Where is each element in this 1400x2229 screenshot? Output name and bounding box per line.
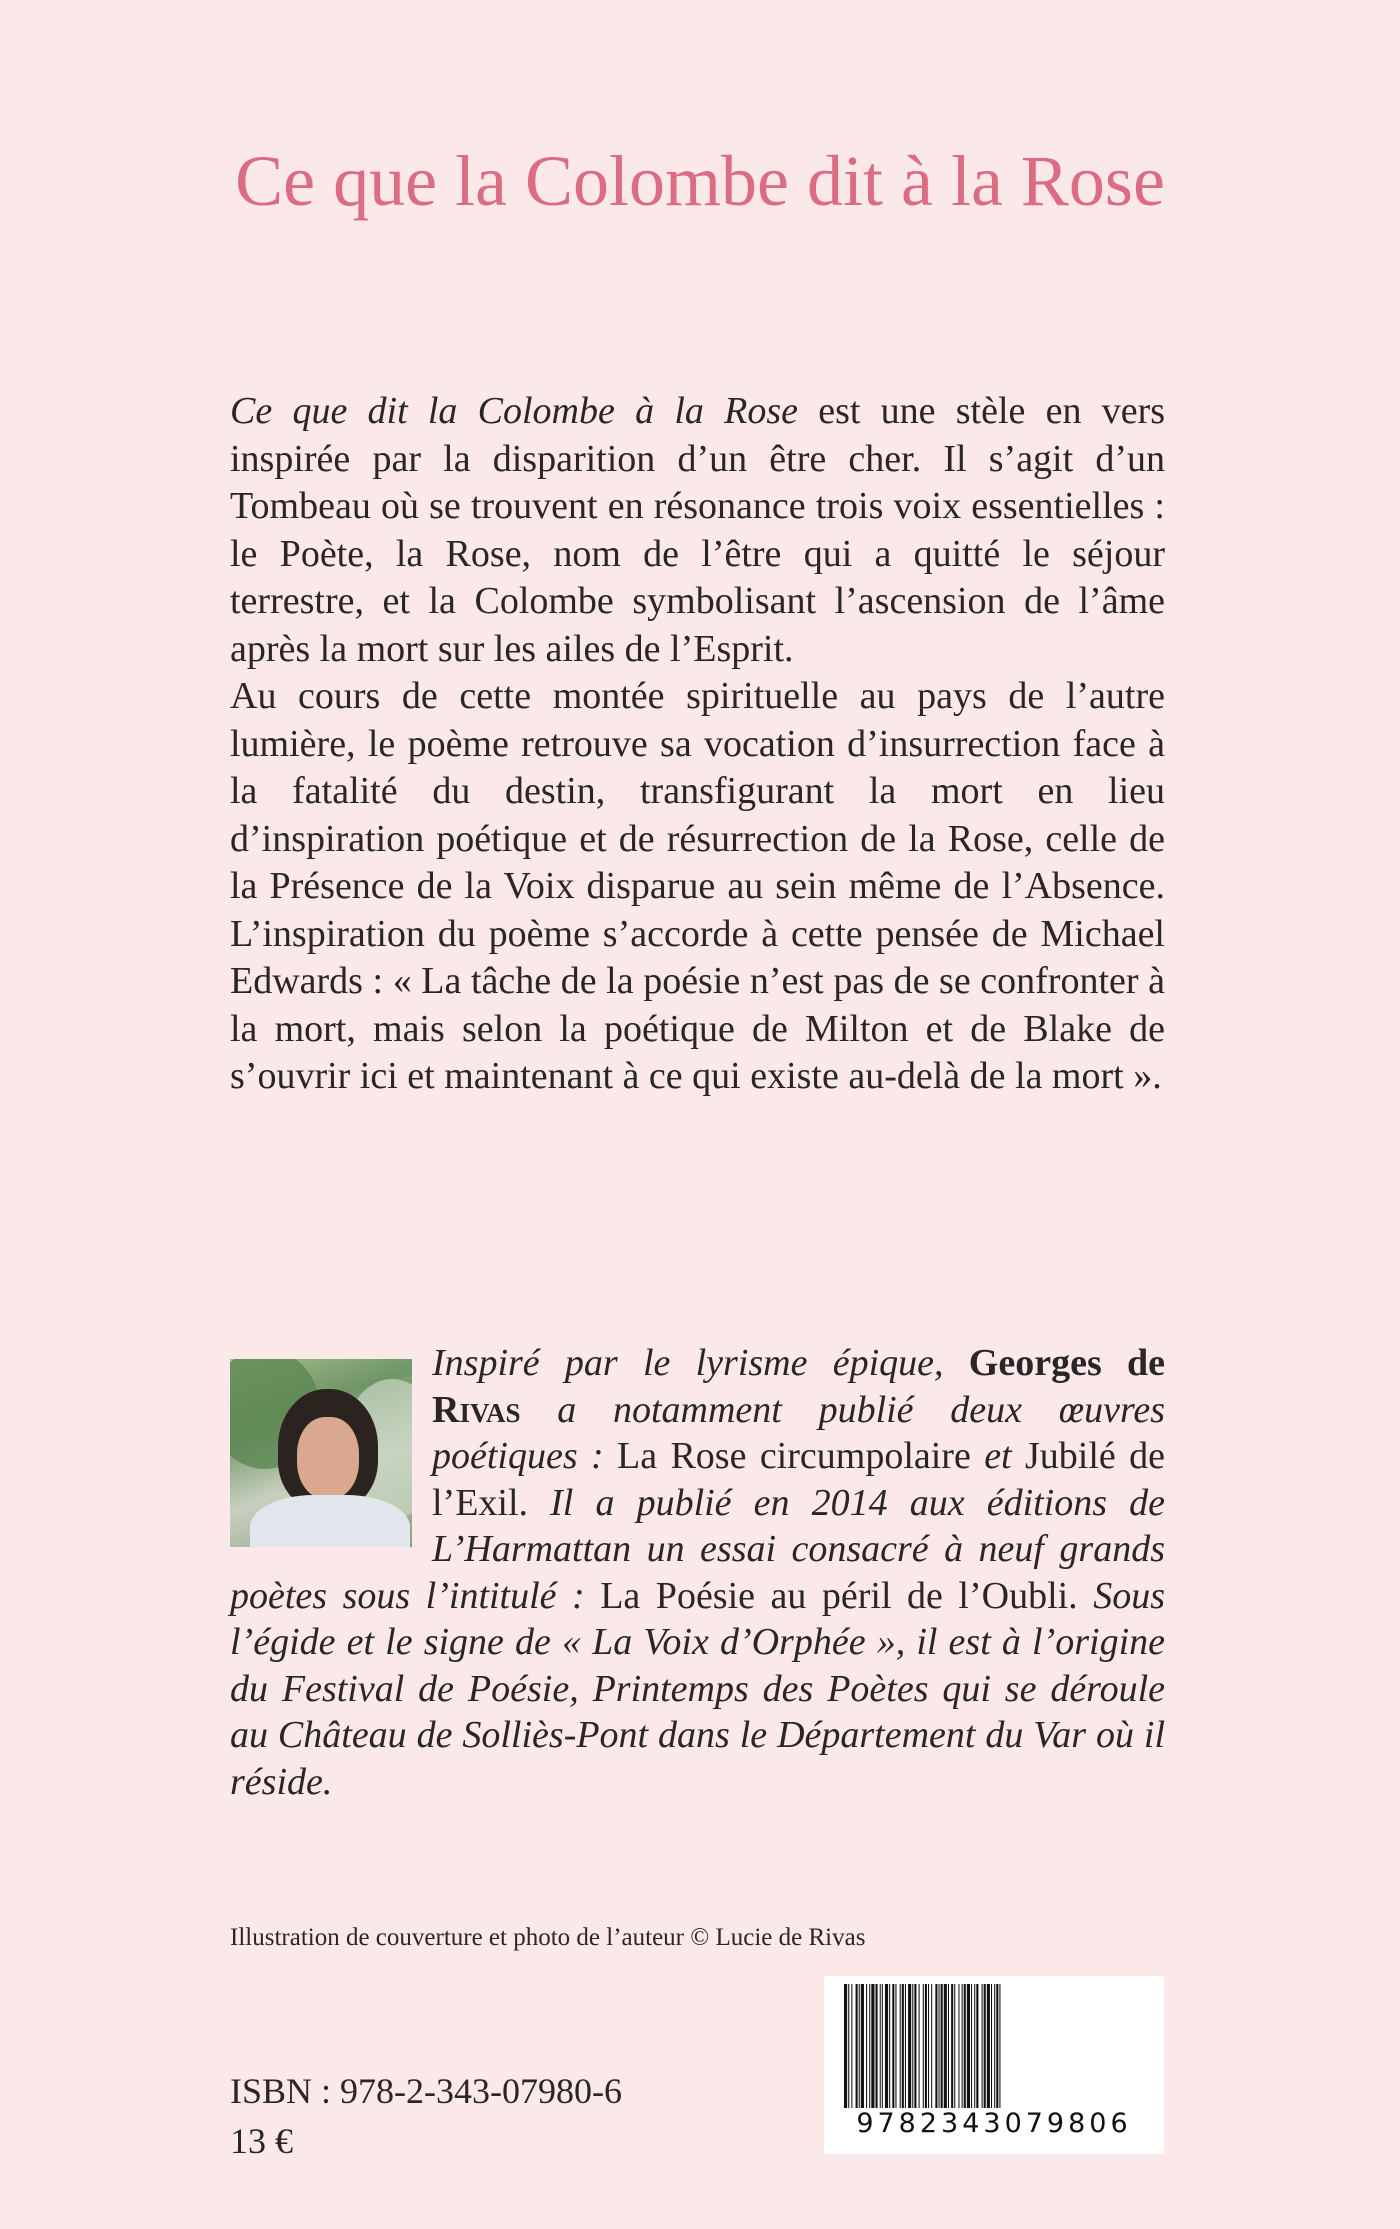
barcode-bar	[914, 1984, 916, 2108]
author-name: Georges de Rivas	[432, 1342, 1165, 1431]
barcode-bar	[941, 1984, 943, 2108]
barcode-bar	[987, 1984, 990, 2108]
price: 13 €	[230, 2121, 293, 2161]
barcode-bar	[844, 1984, 847, 2108]
barcode-bar	[935, 1984, 937, 2108]
barcode-bar	[964, 1984, 966, 2108]
bio-intro: Inspiré par le lyrisme épique,	[432, 1342, 969, 1384]
summary-paragraph-2: Au cours de cette montée spirituelle au pays de l’autre lumière, le poème retrouve sa vocation d’insurrection face à la fatalité du destin, transfigurant la mort en lieu d’inspiration poétique et de résurrection de la Rose, celle de la Présence de la Voix disparue au sein même de l’Absence. L’inspiration du poème s’accorde à cette pensée de Michael Edwards : « La tâche de la poésie n’est pas de se confronter à la mort, mais selon la poétique de Milton et de Blake de s’ouvrir ici et maintenant à ce qui existe au-delà de la mort ».	[230, 675, 1165, 1097]
barcode-bar	[967, 1984, 970, 2108]
bio-text-3: Il a publié en 2014 aux éditions de L’Harmattan un essai consacré à neuf grands poètes sous l’intitulé :	[230, 1481, 1165, 1617]
barcode-bar	[948, 1984, 949, 2108]
barcode-bar	[954, 1984, 955, 2108]
barcode-bar	[900, 1984, 901, 2108]
barcode-bar	[984, 1984, 986, 2108]
barcode-bar	[905, 1984, 906, 2108]
work-title-2: Jubilé de l’Exil.	[432, 1435, 1165, 1524]
barcode-bar	[928, 1984, 929, 2108]
author-bio	[230, 1340, 1165, 1805]
barcode-bar	[962, 1984, 963, 2108]
barcode-bar	[869, 1984, 870, 2108]
barcode-bar	[902, 1984, 904, 2108]
bio-text-1: a notamment publié deux œuvres poétiques :	[432, 1388, 1165, 1477]
isbn: ISBN : 978-2-343-07980-6	[230, 2071, 622, 2111]
barcode-bar	[851, 1984, 852, 2108]
work-title-3: La Poésie au péril de l’Oubli.	[600, 1574, 1078, 1617]
book-summary	[230, 388, 1165, 1101]
book-title: Ce que la Colombe dit à la Rose	[235, 141, 1165, 221]
barcode-bar	[974, 1984, 975, 2108]
barcode-bar	[951, 1984, 953, 2108]
barcode-bar	[866, 1984, 867, 2108]
barcode-bar	[895, 1984, 896, 2108]
barcode-bar	[871, 1984, 874, 2108]
barcode-bar	[999, 1984, 1000, 2108]
summary-title-italic: Ce que dit la Colombe à la Rose	[230, 390, 798, 432]
summary-paragraph-1	[230, 388, 1165, 673]
barcode-bar	[856, 1984, 858, 2108]
barcode-bar	[848, 1984, 849, 2108]
barcode-bar	[892, 1984, 894, 2108]
barcode-bar	[880, 1984, 881, 2108]
barcode-bars	[844, 1984, 1144, 2108]
cover-credit: Illustration de couverture et photo de l’auteur © Lucie de Rivas	[230, 1924, 866, 1951]
bio-text-4: Sous l’égide et le signe de « La Voix d’Orphée », il est à l’origine du Festival de Poésie, Printemps des Poètes qui se déroule au Château de Solliès-Pont dans le Département du Var où il réside.	[230, 1574, 1165, 1803]
barcode-bar	[876, 1984, 878, 2108]
work-title-1: La Rose circumpolaire	[617, 1435, 971, 1477]
barcode-bar	[912, 1984, 913, 2108]
summary-text-1: est une stèle en vers inspirée par la disparition d’un être cher. Il s’agit d’un Tombeau où se trouvent en résonance trois voix essentielles : le Poète, la Rose, nom de l’être qui a quitté le séjour terrestre, et la Colombe symbolisant l’ascension de l’âme après la mort sur les ailes de l’Esprit.	[230, 390, 1166, 670]
barcode-bar	[994, 1984, 995, 2108]
barcode-bar	[908, 1984, 911, 2108]
barcode-bar	[882, 1984, 883, 2108]
barcode-bar	[991, 1984, 992, 2108]
barcode-bar	[925, 1984, 927, 2108]
barcode-bar	[923, 1984, 924, 2108]
barcode-bar	[885, 1984, 888, 2108]
barcode-bar	[861, 1984, 864, 2108]
barcode-bar	[958, 1984, 959, 2108]
barcode-digits: 9782343079806	[856, 2108, 1132, 2139]
barcode-bar	[931, 1984, 932, 2108]
barcode-bar	[982, 1984, 983, 2108]
barcode-bar	[996, 1984, 998, 2108]
barcode-bar	[919, 1984, 920, 2108]
barcode-bar	[859, 1984, 860, 2108]
barcode-bar	[889, 1984, 890, 2108]
barcode	[824, 1976, 1164, 2154]
author-photo	[230, 1359, 412, 1547]
barcode-bar	[939, 1984, 940, 2108]
barcode-bar	[976, 1984, 978, 2108]
barcode-bar	[971, 1984, 972, 2108]
barcode-bar	[944, 1984, 947, 2108]
bio-text-2: et	[970, 1435, 1025, 1477]
